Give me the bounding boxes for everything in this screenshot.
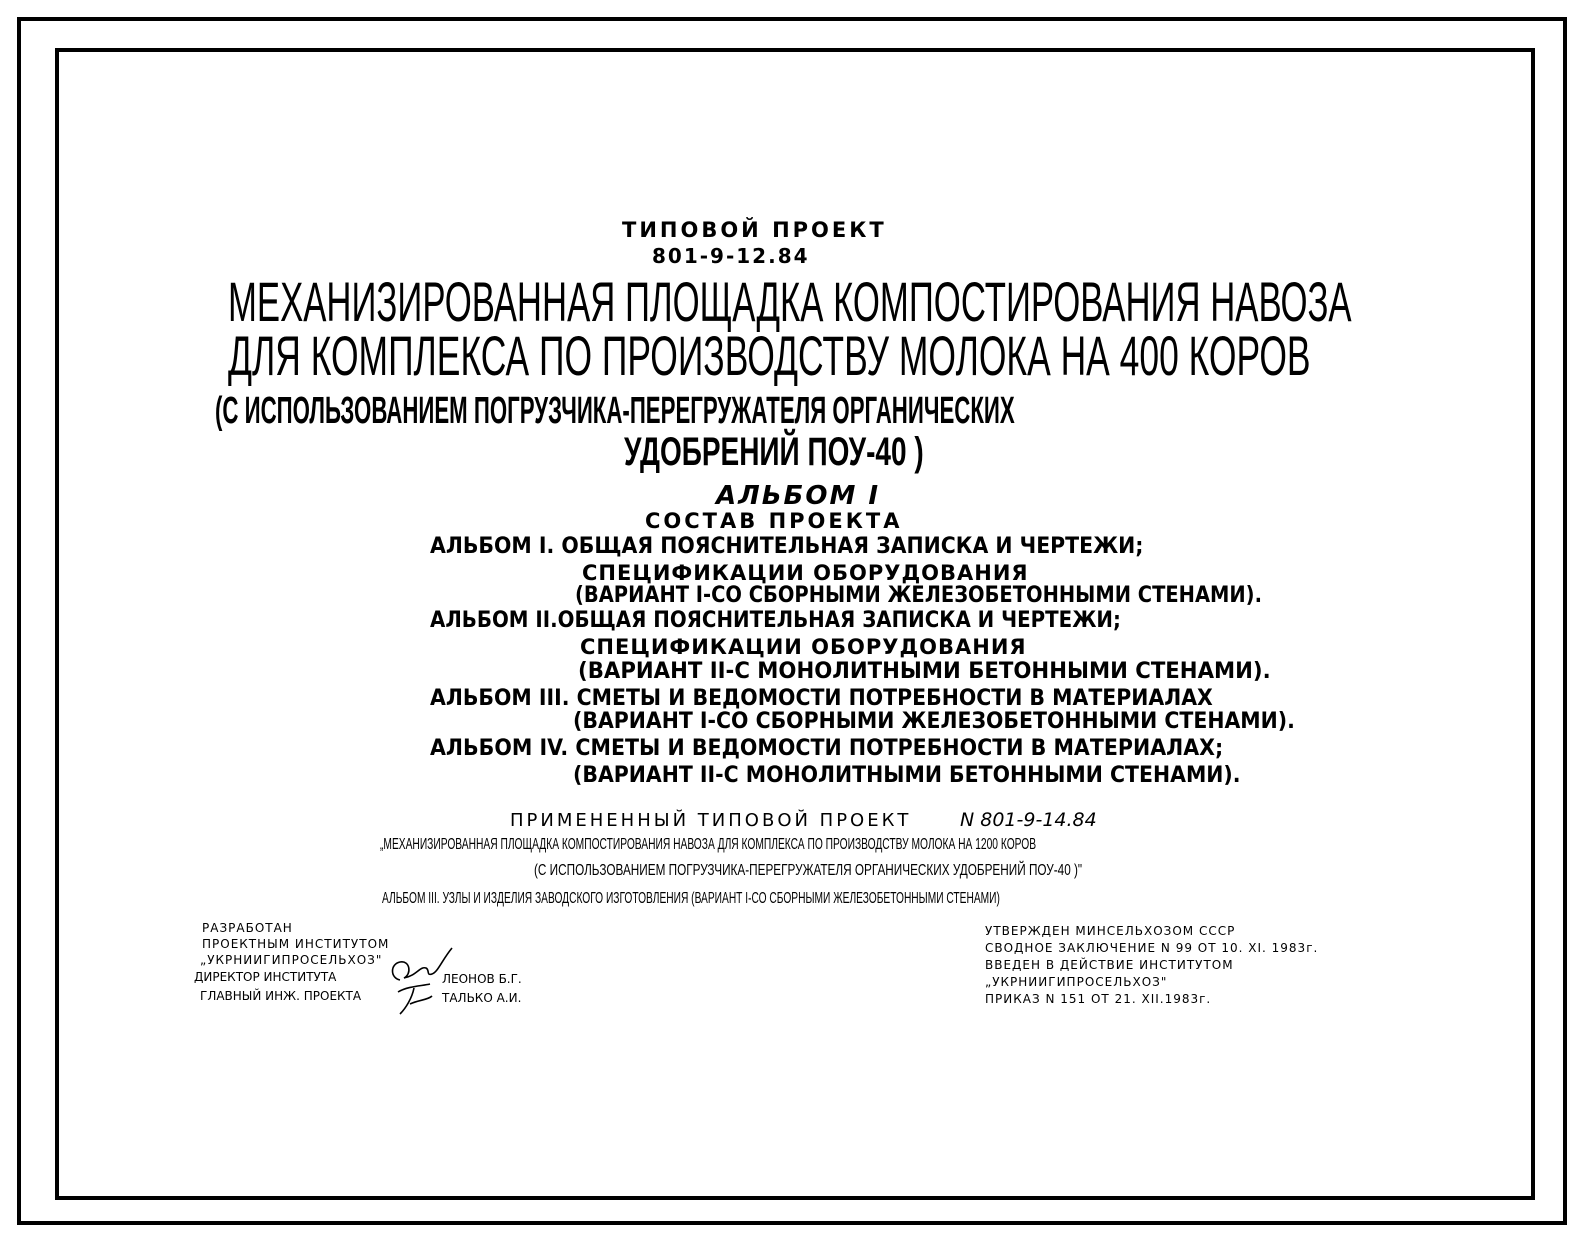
title-line-2: ДЛЯ КОМПЛЕКСА ПО ПРОИЗВОДСТВУ МОЛОКА НА 400 КОРОВ: [228, 324, 1311, 387]
chief-label: ГЛАВНЫЙ ИНЖ. ПРОЕКТА: [200, 989, 362, 1003]
project-type-label: ТИПОВОЙ ПРОЕКТ: [622, 218, 887, 242]
chief-signature: [392, 978, 440, 1018]
developer-line-3: „УКРНИИГИПРОСЕЛЬХОЗ": [200, 953, 383, 967]
approval-line-4: „УКРНИИГИПРОСЕЛЬХОЗ": [985, 975, 1168, 989]
title-line-4: УДОБРЕНИЙ ПОУ-40 ): [624, 430, 924, 474]
approval-line-3: ВВЕДЕН В ДЕЙСТВИЕ ИНСТИТУТОМ: [985, 958, 1234, 972]
applied-line-1: „МЕХАНИЗИРОВАННАЯ ПЛОЩАДКА КОМПОСТИРОВАНИЯ НАВОЗА ДЛЯ КОМПЛЕКСА ПО ПРОИЗВОДСТВУ МОЛОКА НА 1200 КОРОВ: [380, 836, 1037, 853]
applied-heading: ПРИМЕНЕННЫЙ ТИПОВОЙ ПРОЕКТ: [510, 810, 912, 831]
applied-line-3: АЛЬБОМ III. УЗЛЫ И ИЗДЕЛИЯ ЗАВОДСКОГО ИЗГОТОВЛЕНИЯ (ВАРИАНТ I-СО СБОРНЫМИ ЖЕЛЕЗОБЕТОННЫМИ СТЕНАМИ): [382, 890, 1000, 907]
album-heading: АЛЬБОМ I: [716, 481, 881, 511]
album-4-line-1: АЛЬБОМ IV. СМЕТЫ И ВЕДОМОСТИ ПОТРЕБНОСТИ В МАТЕРИАЛАХ;: [430, 736, 1224, 761]
album-3-line-2: (ВАРИАНТ I-СО СБОРНЫМИ ЖЕЛЕЗОБЕТОННЫМИ СТЕНАМИ).: [573, 709, 1295, 734]
chief-name: ТАЛЬКО А.И.: [442, 991, 522, 1005]
director-label: ДИРЕКТОР ИНСТИТУТА: [194, 970, 337, 984]
title-line-3: (С ИСПОЛЬЗОВАНИЕМ ПОГРУЗЧИКА-ПЕРЕГРУЖАТЕЛЯ ОРГАНИЧЕСКИХ: [215, 390, 1015, 432]
album-1-line-2: СПЕЦИФИКАЦИИ ОБОРУДОВАНИЯ: [582, 561, 1029, 585]
director-name: ЛЕОНОВ Б.Г.: [442, 972, 522, 986]
album-4-line-2: (ВАРИАНТ II-С МОНОЛИТНЫМИ БЕТОННЫМИ СТЕНАМИ).: [573, 763, 1241, 788]
project-number: 801-9-12.84: [652, 244, 810, 268]
title-line-1: МЕХАНИЗИРОВАННАЯ ПЛОЩАДКА КОМПОСТИРОВАНИЯ НАВОЗА: [228, 270, 1352, 333]
album-2-line-1: АЛЬБОМ II.ОБЩАЯ ПОЯСНИТЕЛЬНАЯ ЗАПИСКА И ЧЕРТЕЖИ;: [430, 608, 1121, 633]
developer-line-1: РАЗРАБОТАН: [202, 921, 293, 935]
album-1-line-3: (ВАРИАНТ I-СО СБОРНЫМИ ЖЕЛЕЗОБЕТОННЫМИ СТЕНАМИ).: [575, 583, 1262, 608]
approval-line-2: СВОДНОЕ ЗАКЛЮЧЕНИЕ N 99 ОТ 10. XI. 1983г.: [985, 941, 1319, 955]
applied-number: N 801-9-14.84: [960, 809, 1097, 831]
developer-line-2: ПРОЕКТНЫМ ИНСТИТУТОМ: [202, 937, 390, 951]
album-2-line-3: (ВАРИАНТ II-С МОНОЛИТНЫМИ БЕТОННЫМИ СТЕНАМИ).: [578, 659, 1271, 684]
album-2-line-2: СПЕЦИФИКАЦИИ ОБОРУДОВАНИЯ: [580, 635, 1027, 659]
approval-line-5: ПРИКАЗ N 151 ОТ 21. XII.1983г.: [985, 992, 1212, 1006]
album-1-line-1: АЛЬБОМ I. ОБЩАЯ ПОЯСНИТЕЛЬНАЯ ЗАПИСКА И ЧЕРТЕЖИ;: [430, 534, 1144, 559]
applied-line-2: (С ИСПОЛЬЗОВАНИЕМ ПОГРУЗЧИКА-ПЕРЕГРУЖАТЕЛЯ ОРГАНИЧЕСКИХ УДОБРЕНИЙ ПОУ-40 )": [534, 862, 1083, 879]
approval-line-1: УТВЕРЖДЕН МИНСЕЛЬХОЗОМ СССР: [985, 924, 1236, 938]
composition-heading: СОСТАВ ПРОЕКТА: [645, 509, 903, 533]
album-3-line-1: АЛЬБОМ III. СМЕТЫ И ВЕДОМОСТИ ПОТРЕБНОСТИ В МАТЕРИАЛАХ: [430, 686, 1213, 711]
